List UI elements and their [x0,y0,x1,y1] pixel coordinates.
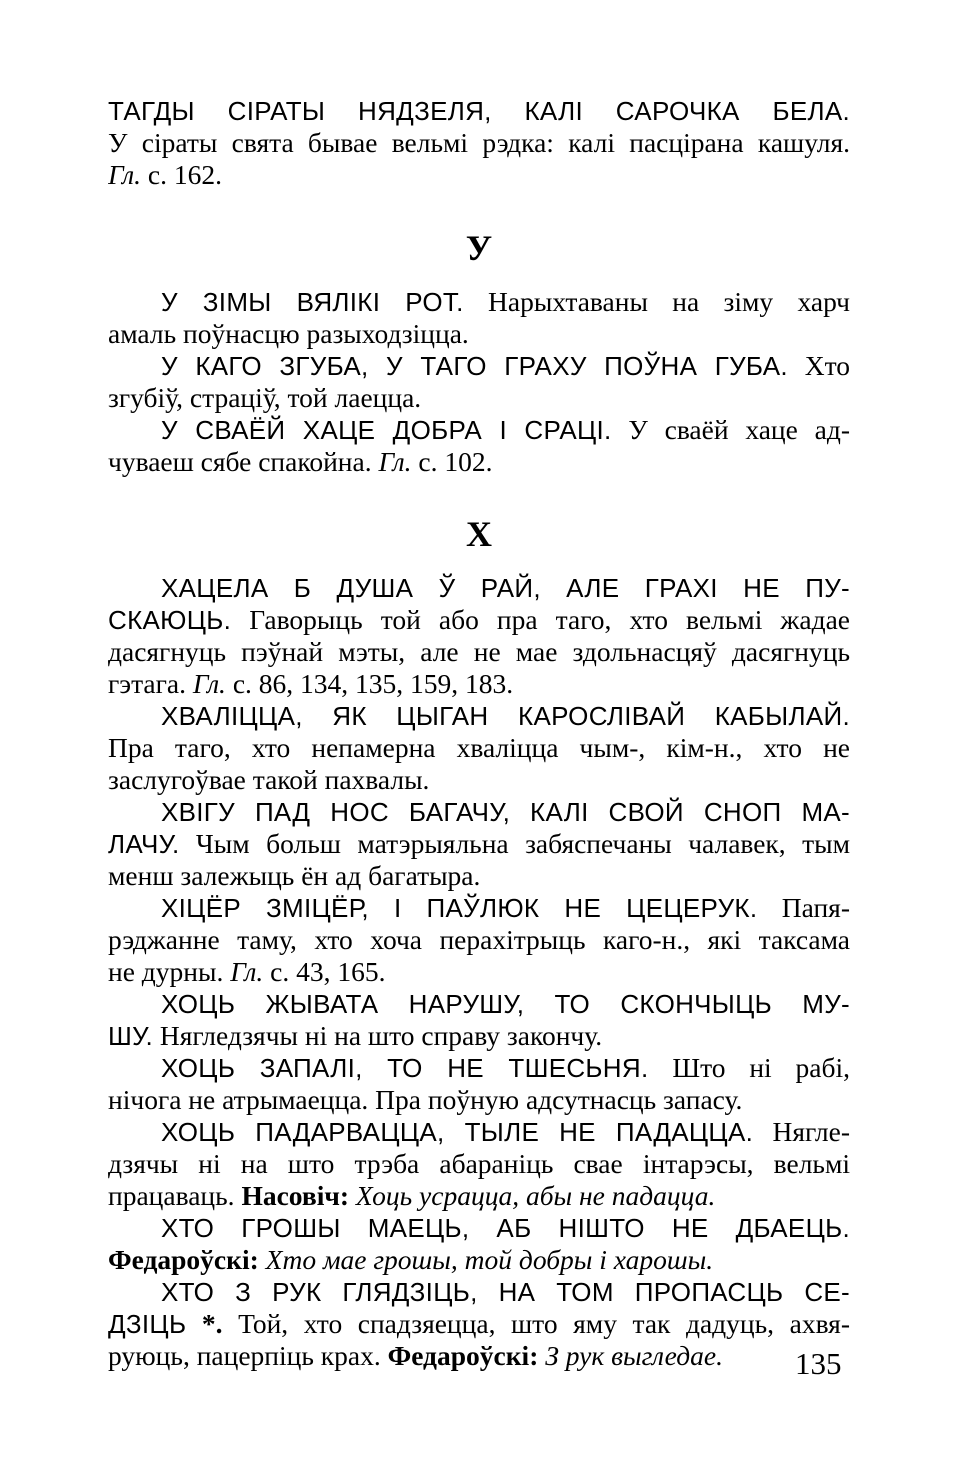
entry-6-line-2: Пра таго, хто непамерна хваліцца чым-, кім-н., хто не [108,732,850,763]
source-author: Федароўскі: [108,1244,259,1275]
entry-headword: ХАЦЕЛА Б ДУША Ў РАЙ, АЛЕ ГРАХІ НЕ ПУ- [161,573,850,603]
entry-headword: ТАГДЫ СІРАТЫ НЯДЗЕЛЯ, КАЛІ САРОЧКА БЕЛА. [108,96,850,126]
entry-7-line-1 [108,796,850,828]
entry-13-line-2: ДЗІЦЬ *. Той, хто спадзяецца, што яму так дадуць, ахвя- [108,1308,850,1339]
entry-1-line-2 [108,127,850,159]
entry-1-line-1 [108,95,850,127]
entry-5-line-3: дасягнуць пэўнай мэты, але не мае здольнасцяў дасягнуць [108,636,850,667]
entry-headword: ХОЦЬ ЖЫВАТА НАРУШУ, ТО СКОНЧЫЦЬ МУ- [161,989,850,1019]
entry-5-line-1 [108,572,850,604]
entry-headword: У ЗІМЫ ВЯЛІКІ РОТ. [161,287,464,317]
entry-3-line-1: У КАГО ЗГУБА, У ТАГО ГРАХУ ПОЎНА ГУБА. Хто [161,350,850,381]
entry-headword: ХТО ГРОШЫ МАЕЦЬ, АБ НІШТО НЕ ДБАЕЦЬ. [161,1213,850,1243]
entry-headword: ХТО З РУК ГЛЯДЗІЦЬ, НА ТОМ ПРОПАСЦЬ СЕ- [161,1277,850,1307]
entry-headword: У СВАЁЙ ХАЦЕ ДОБРА І СРАЦІ. [161,415,612,445]
entry-4-line-1: У СВАЁЙ ХАЦЕ ДОБРА І СРАЦІ. У сваёй хаце ад- [161,414,850,445]
section-letter-x: Х [466,514,492,554]
cross-ref: Гл. [230,956,264,987]
entry-9-line-2: ШУ. Нягледзячы ні на што справу закончу. [108,1020,603,1051]
source-quote: З рук выгледае. [538,1340,723,1371]
entry-9-line-1 [108,988,850,1020]
entry-headword: У КАГО ЗГУБА, У ТАГО ГРАХУ ПОЎНА ГУБА. [161,351,788,381]
entry-4-line-2: чуваеш сябе спакойна. Гл. с. 102. [108,446,493,477]
source-author: Насовіч: [241,1180,350,1211]
entry-headword: ХОЦЬ ПАДАРВАЦЦА, ТЫЛЕ НЕ ПАДАЦЦА. [161,1117,754,1147]
entry-1-line-3 [108,159,850,191]
page-number: 135 [795,1346,842,1381]
entry-12-line-1 [108,1212,850,1244]
entry-11-line-1: ХОЦЬ ПАДАРВАЦЦА, ТЫЛЕ НЕ ПАДАЦЦА. Нягле- [161,1116,850,1147]
cross-ref: Гл. [192,668,226,699]
entry-11-line-3: працаваць. Насовіч: Хоць усраццa, абы не падацца. [108,1180,716,1211]
cross-ref: Гл. [108,159,142,190]
entry-8-line-3: не дурны. Гл. с. 43, 165. [108,956,386,987]
entry-13-line-1 [108,1276,850,1308]
entry-8-line-1: ХІЦЁР ЗМІЦЁР, І ПАЎЛЮК НЕ ЦЕЦЕРУК. Папя- [161,892,850,923]
entry-headword: ХВІГУ ПАД НОС БАГАЧУ, КАЛІ СВОЙ СНОП МА- [161,797,850,827]
entry-6-line-1 [108,700,850,732]
page-refs: с. 162. [141,159,223,190]
entry-10-line-1: ХОЦЬ ЗАПАЛІ, ТО НЕ ТШЕСЬНЯ. Што ні рабі, [161,1052,850,1083]
entry-6-line-3: заслугоўвае такой пахвалы. [108,764,430,795]
entry-10-line-2: нічога не атрымаецца. Пра поўную адсутнасць запасу. [108,1084,743,1115]
entry-2-line-1: У ЗІМЫ ВЯЛІКІ РОТ. Нарыхтаваны на зіму харч [161,286,850,317]
source-author: Федароўскі: [387,1340,539,1371]
entry-definition: У сіраты свята бывае вельмі рэдка: калі пасцірана кашуля. [108,127,850,158]
entry-headword: ХОЦЬ ЗАПАЛІ, ТО НЕ ТШЕСЬНЯ. [161,1053,649,1083]
cross-ref: Гл. [378,446,412,477]
entry-5-line-2: СКАЮЦЬ. Гаворыць той або пра таго, хто вельмі жадае [108,604,850,635]
entry-11-line-2: дзячы ні на што трэба абараніць свае інтарэсы, вельмі [108,1148,850,1179]
page-body [108,95,850,1372]
entry-7-line-3: менш залежыць ён ад багатыра. [108,860,481,891]
section-letter-u: У [465,228,493,268]
entry-3-line-2: згубіў, страціў, той лаецца. [108,382,422,413]
entry-7-line-2: ЛАЧУ. Чым больш матэрыяльна забяспечаны чалавек, тым [108,828,850,859]
entry-2-line-2: амаль поўнасцю разыходзіцца. [108,318,469,349]
entry-13-line-3: руюць, пацерпіць крах. Федароўскі: З рук выгледае. [108,1340,723,1371]
source-quote: Хто мае грошы, той добры і харошы. [258,1244,714,1275]
entry-headword: ХІЦЁР ЗМІЦЁР, І ПАЎЛЮК НЕ ЦЕЦЕРУК. [161,893,758,923]
source-quote: Хоць усраццa, абы не падацца. [349,1180,716,1211]
entry-8-line-2: рэджанне таму, хто хоча перахітрыць каго-н., які таксама [108,924,850,955]
entry-5-line-4: гэтага. Гл. с. 86, 134, 135, 159, 183. [108,668,514,699]
entry-headword: ХВАЛІЦЦА, ЯК ЦЫГАН КАРОСЛІВАЙ КАБЫЛАЙ. [161,701,850,731]
entry-12-line-2 [108,1244,850,1276]
asterisk-mark: *. [186,1308,223,1339]
